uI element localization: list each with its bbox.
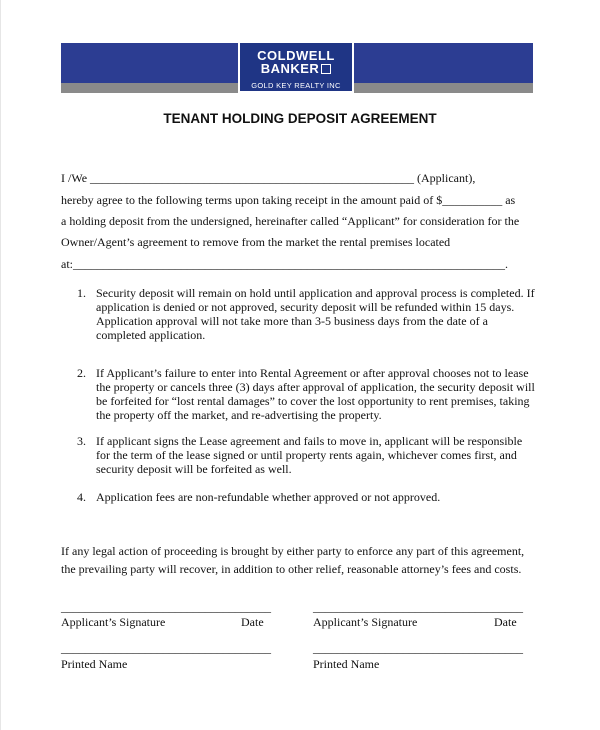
legal-line: the prevailing party will recover, in addition to other relief, reasonable attorney’s fees and costs.: [61, 562, 522, 576]
term-number: 1.: [77, 286, 86, 300]
term-number: 4.: [77, 490, 86, 504]
printed-name-line-right: ___________________________________: [313, 641, 523, 655]
coldwell-banker-logo: [238, 41, 354, 93]
logo-line-1: COLDWELL: [257, 48, 335, 63]
printed-name-line-left: ___________________________________: [61, 641, 271, 655]
printed-name-label-right: Printed Name: [313, 657, 380, 671]
term-text: Application fees are non-refundable whether approved or not approved.: [96, 490, 441, 504]
document-title: TENANT HOLDING DEPOSIT AGREEMENT: [163, 111, 437, 126]
signature-line-right: ___________________________________: [313, 600, 523, 614]
logo-line-2: [240, 61, 352, 76]
logo-line-2-text: BANKER: [260, 61, 320, 76]
term-number: 2.: [77, 366, 86, 380]
legal-line: If any legal action of proceeding is brought by either party to enforce any part of this agreement,: [61, 544, 525, 558]
logo-mark-icon: [321, 64, 331, 74]
applicant-signature-label-left: Applicant’s Signature: [61, 615, 166, 629]
intro-line: hereby agree to the following terms upon taking receipt in the amount paid of $__________ as: [61, 193, 516, 207]
applicant-signature-label-right: Applicant’s Signature: [313, 615, 418, 629]
term-number: 3.: [77, 434, 86, 448]
signature-line-left: ___________________________________: [61, 600, 271, 614]
term-text: If applicant signs the Lease agreement and fails to move in, applicant will be responsible for the term of the lease signed or until property rents again, whichever comes first, and security deposit will be forfeited as well.: [96, 434, 523, 476]
intro-line: I /We ______________________________________________________ (Applicant),: [61, 171, 476, 185]
date-label-left: Date: [241, 615, 264, 629]
printed-name-label-left: Printed Name: [61, 657, 128, 671]
term-text: Security deposit will remain on hold until application and approval process is completed. If application is denied or not approved, security deposit will be refunded within 15 days. Application approval will not take more than 3-5 business days from the date of a completed application.: [96, 286, 535, 342]
intro-line: at:________________________________________________________________________.: [61, 257, 508, 271]
intro-line: Owner/Agent’s agreement to remove from the market the rental premises located: [61, 235, 451, 249]
date-label-right: Date: [494, 615, 517, 629]
intro-line: a holding deposit from the undersigned, hereinafter called “Applicant” for consideration for the: [61, 214, 520, 228]
logo-subtitle: GOLD KEY REALTY INC: [251, 81, 341, 90]
term-text: If Applicant’s failure to enter into Rental Agreement or after approval chooses not to lease the property or cancels three (3) days after approval of application, the security deposit will be forfeited for “lost rental damages” to cover the lost opportunity to rent premises, taking the property off the market, and re-advertising the property.: [96, 366, 535, 422]
